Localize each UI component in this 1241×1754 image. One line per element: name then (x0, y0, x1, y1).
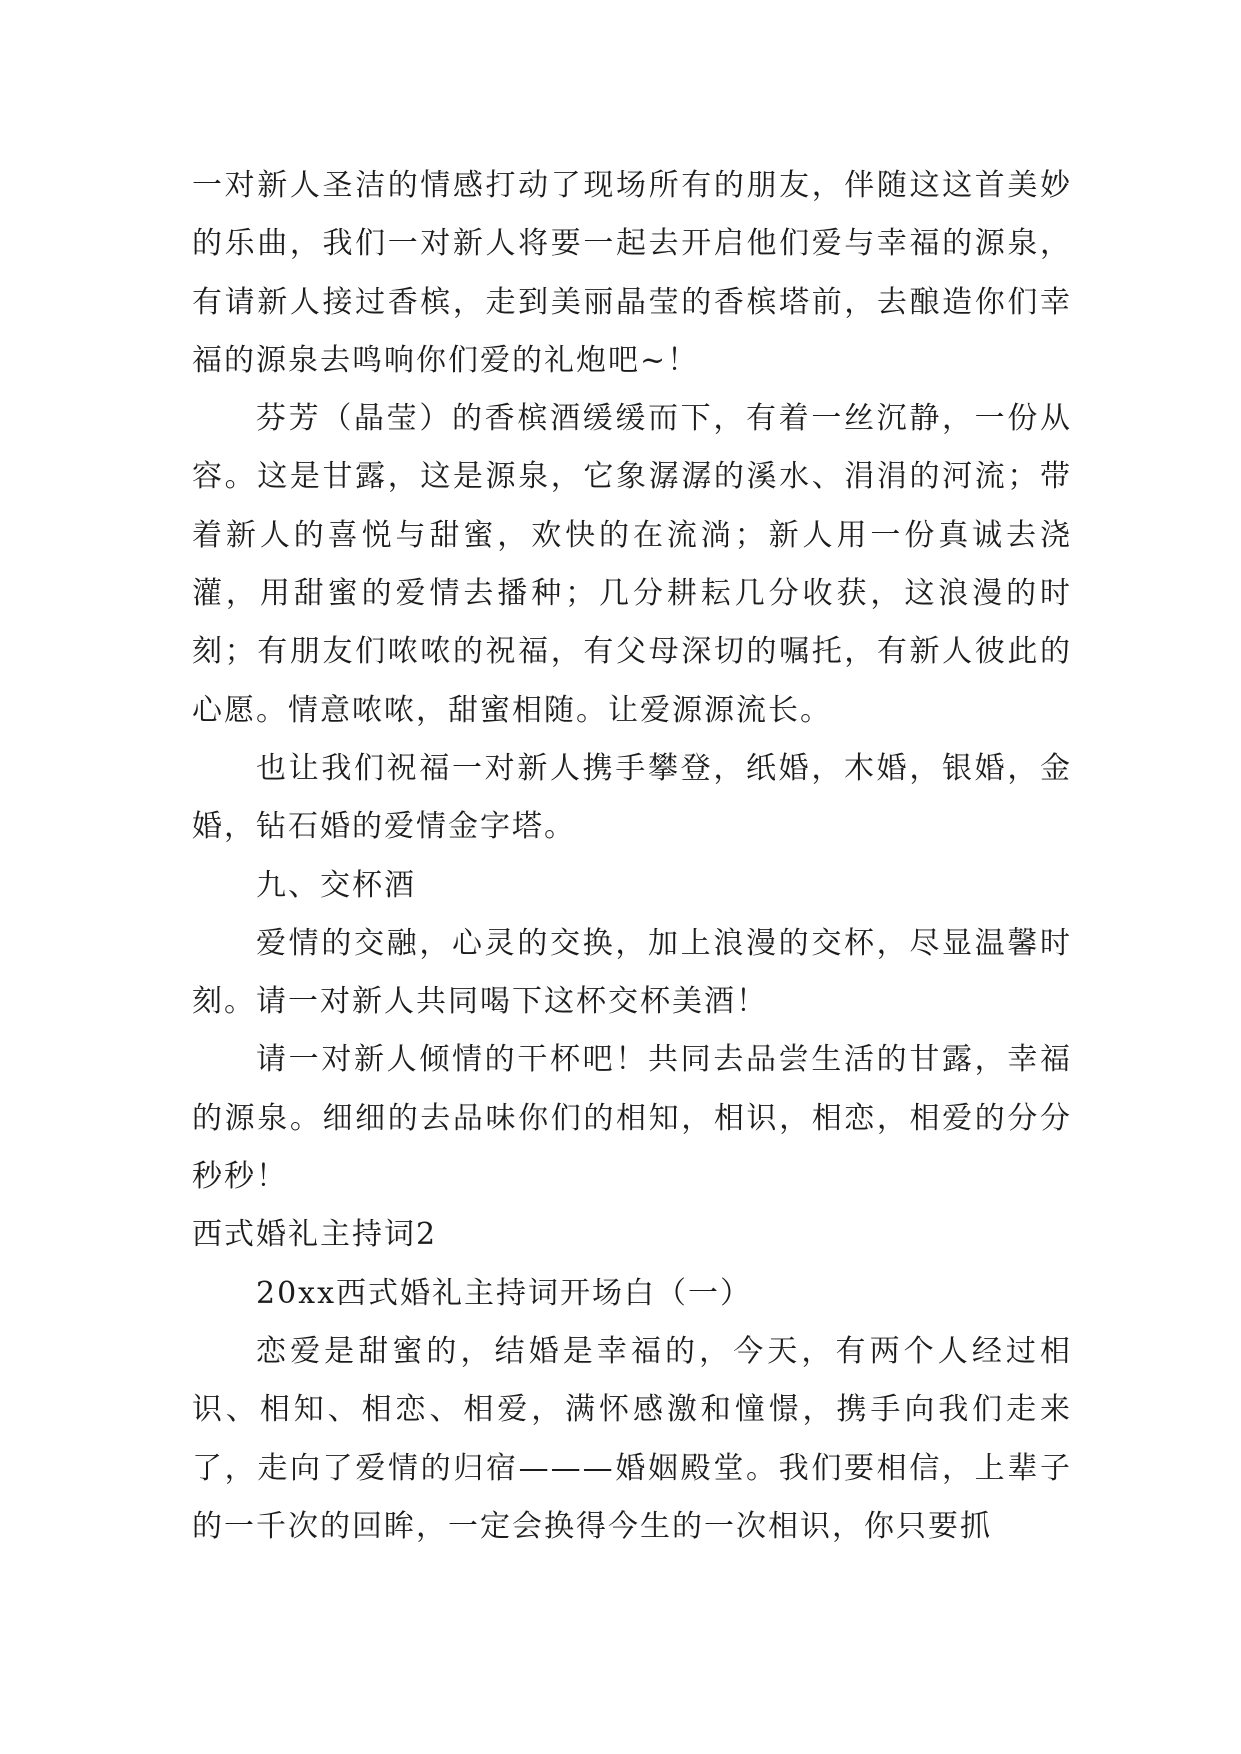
document-body (192, 157, 1072, 1556)
article-subtitle: 20xx西式婚礼主持词开场白（一） (256, 1275, 753, 1311)
article-title: 西式婚礼主持词2 (192, 1217, 438, 1253)
paragraph-blessing: 也让我们祝福一对新人携手攀登，纸婚，木婚，银婚，金婚，钻石婚的爱情金字塔。 (192, 750, 1072, 845)
paragraph-toast-intro: 一对新人圣洁的情感打动了现场所有的朋友，伴随这这首美妙的乐曲，我们一对新人将要一起去开启他们爱与幸福的源泉，有请新人接过香槟，走到美丽晶莹的香槟塔前，去酿造你们幸福的源泉去鸣响你们爱的礼炮吧~！ (192, 168, 1072, 378)
paragraph-cross-cup: 爱情的交融，心灵的交换，加上浪漫的交杯，尽显温馨时刻。请一对新人共同喝下这杯交杯美酒！ (192, 925, 1072, 1020)
paragraph-champagne: 芬芳（晶莹）的香槟酒缓缓而下，有着一丝沉静，一份从容。这是甘露，这是源泉，它象潺潺的溪水、涓涓的河流；带着新人的喜悦与甜蜜，欢快的在流淌；新人用一份真诚去浇灌，用甜蜜的爱情去播种；几分耕耘几分收获，这浪漫的时刻；有朋友们哝哝的祝福，有父母深切的嘱托，有新人彼此的心愿。情意哝哝，甜蜜相随。让爱源源流长。 (192, 401, 1072, 728)
section-heading-toast: 九、交杯酒 (256, 867, 416, 903)
paragraph-opening: 恋爱是甜蜜的，结婚是幸福的，今天，有两个人经过相识、相知、相恋、相爱，满怀感激和憧憬，携手向我们走来了，走向了爱情的归宿———婚姻殿堂。我们要相信，上辈子的一千次的回眸，一定会换得今生的一次相识，你只要抓 (192, 1333, 1072, 1544)
paragraph-cheers: 请一对新人倾情的干杯吧！共同去品尝生活的甘露，幸福的源泉。细细的去品味你们的相知，相识，相恋，相爱的分分秒秒！ (192, 1042, 1072, 1195)
